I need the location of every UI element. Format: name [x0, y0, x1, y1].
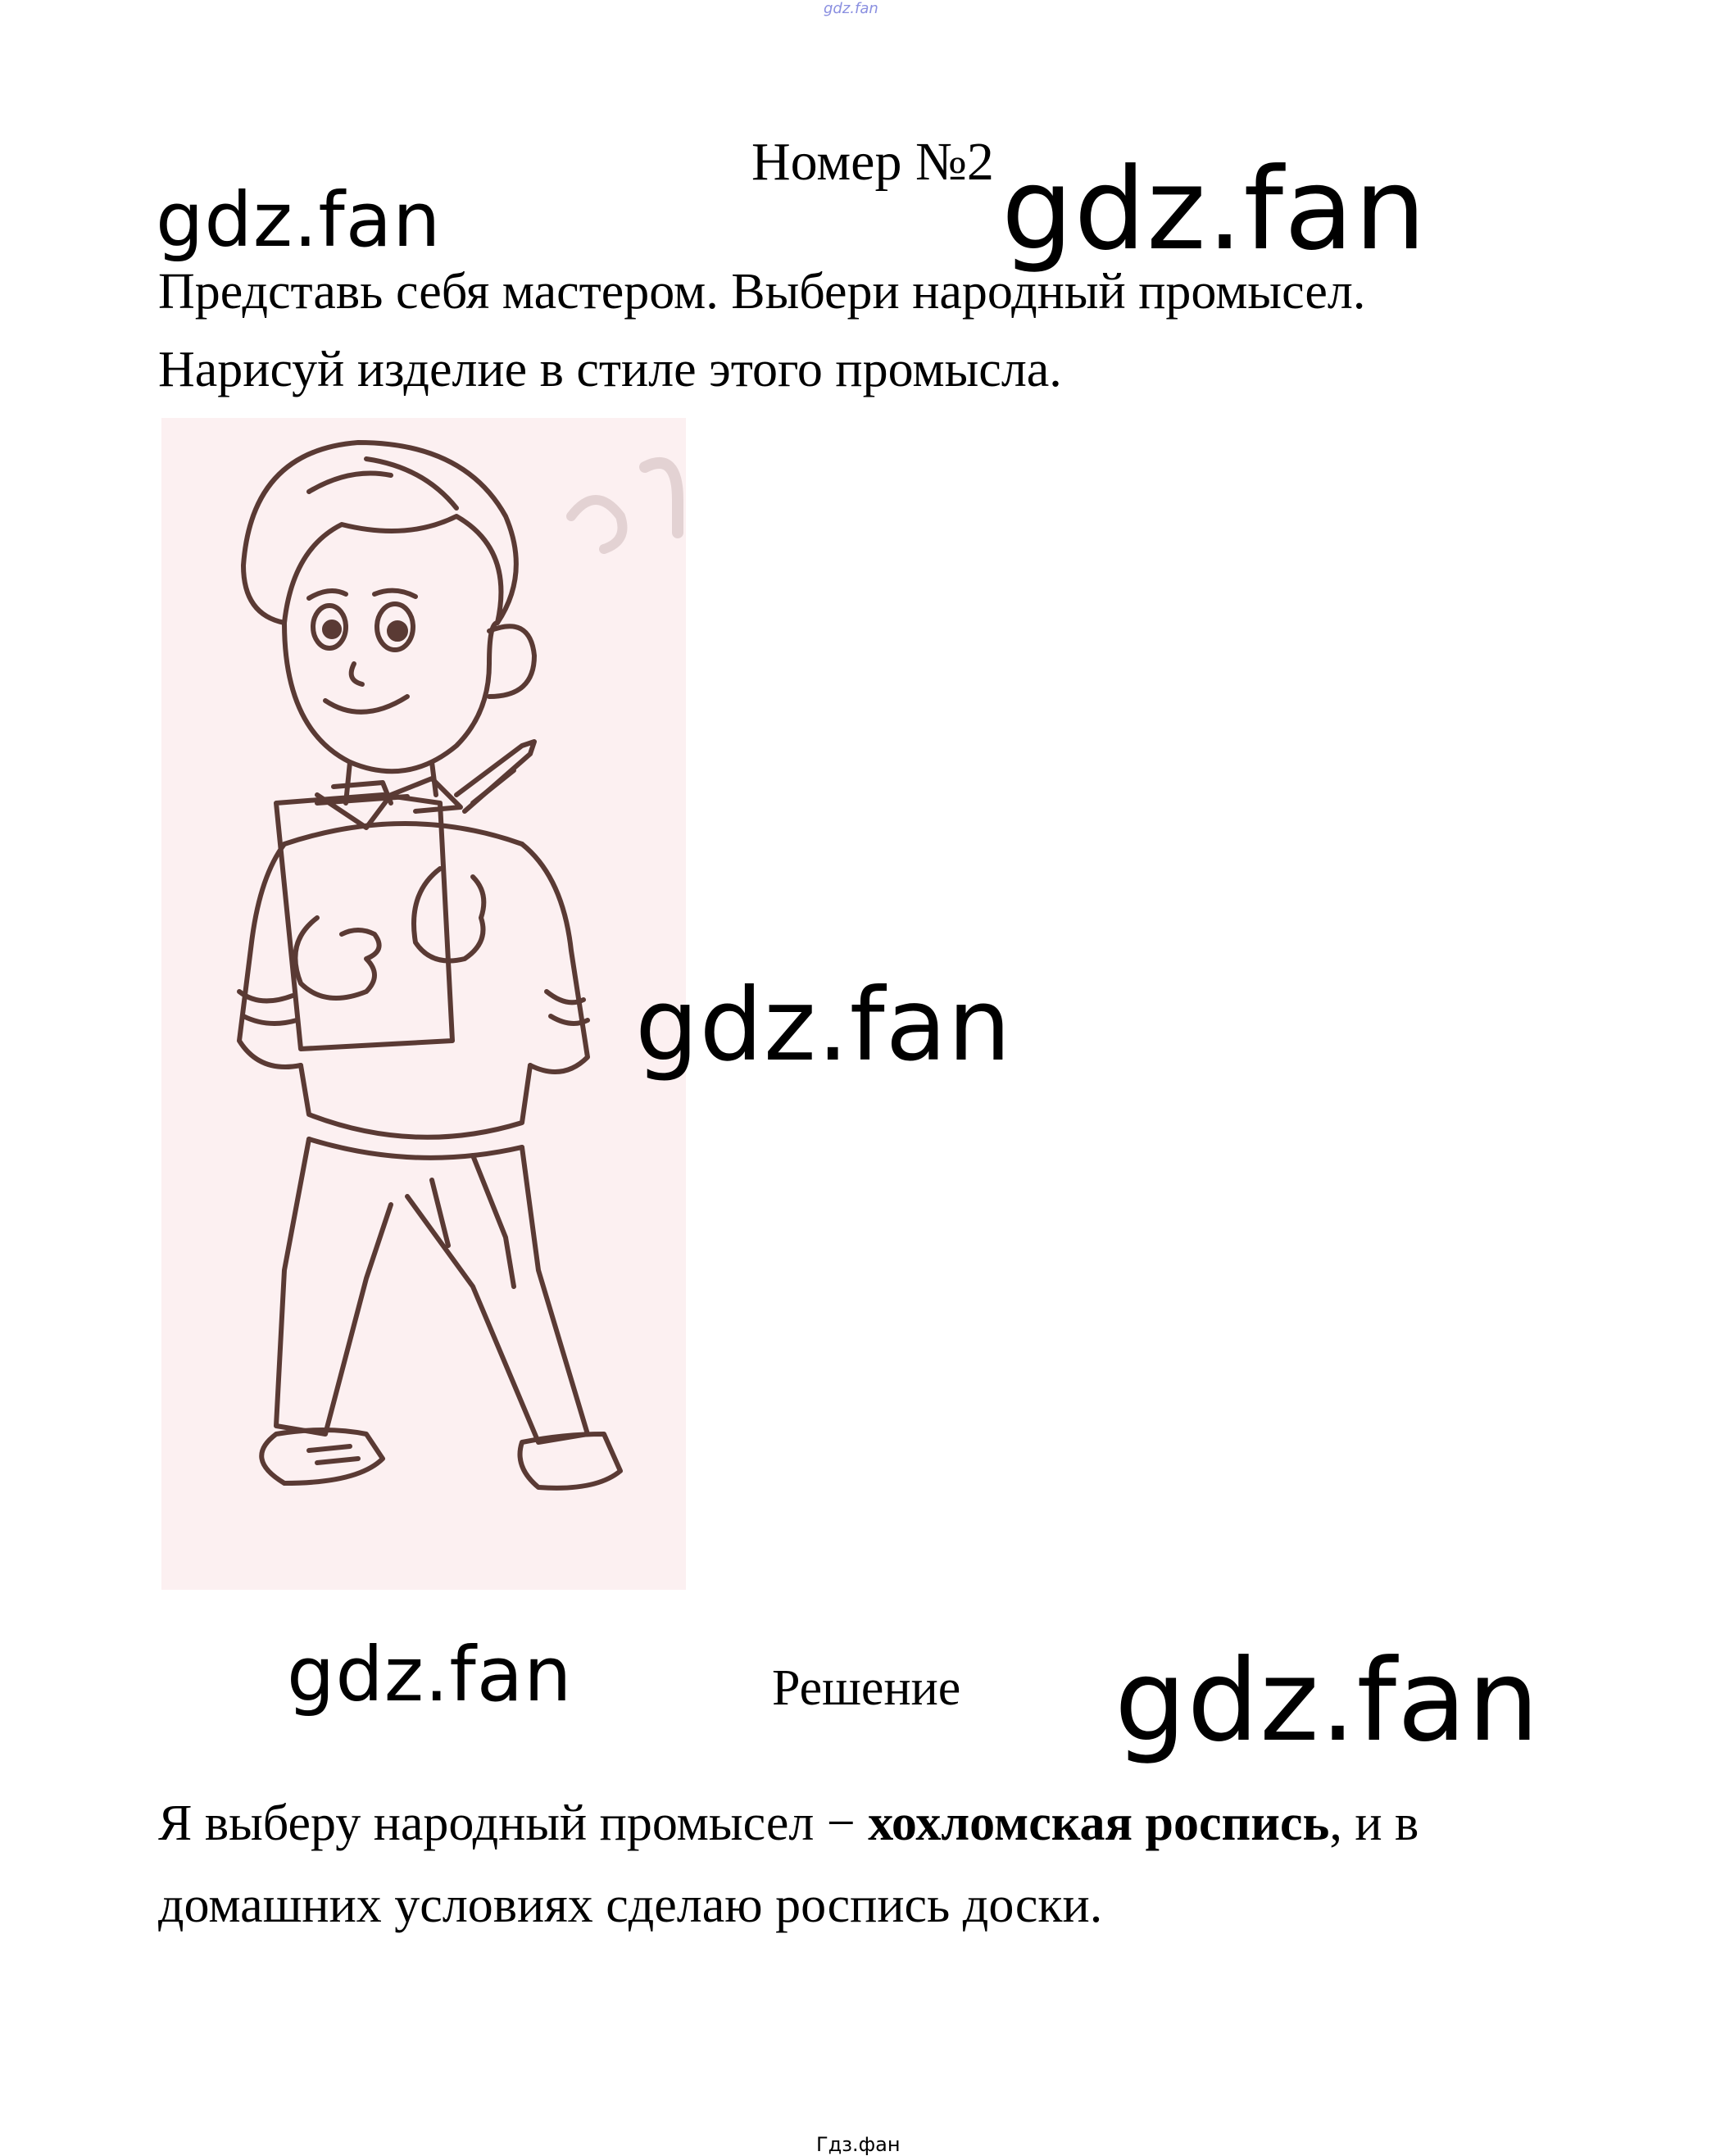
- page-title: Номер №2: [751, 132, 994, 192]
- solution-heading: Решение: [772, 1660, 961, 1716]
- watermark: gdz.fan: [1114, 1635, 1541, 1767]
- boy-line-art: [161, 418, 686, 1590]
- watermark: gdz.fan: [156, 176, 442, 264]
- task-text-line: Представь себя мастером. Выбери народный промысел.: [158, 264, 1366, 320]
- watermark: gdz.fan: [1001, 143, 1428, 275]
- watermark: gdz.fan: [635, 967, 1012, 1083]
- answer-line: [158, 1795, 1419, 1853]
- answer-line: домашних условиях сделаю роспись доски.: [158, 1877, 1103, 1933]
- watermark: gdz.fan: [287, 1631, 573, 1718]
- answer-text: Я выберу народный промысел −: [158, 1795, 869, 1851]
- footer-text: Гдз.фан: [816, 2133, 901, 2156]
- boy-with-clipboard-illustration: [161, 418, 686, 1590]
- top-watermark: gdz.fan: [824, 0, 878, 17]
- answer-text: , и в: [1329, 1795, 1419, 1851]
- task-text-line: Нарисуй изделие в стиле этого промысла.: [158, 342, 1062, 397]
- answer-highlight: хохломская роспись: [868, 1795, 1330, 1851]
